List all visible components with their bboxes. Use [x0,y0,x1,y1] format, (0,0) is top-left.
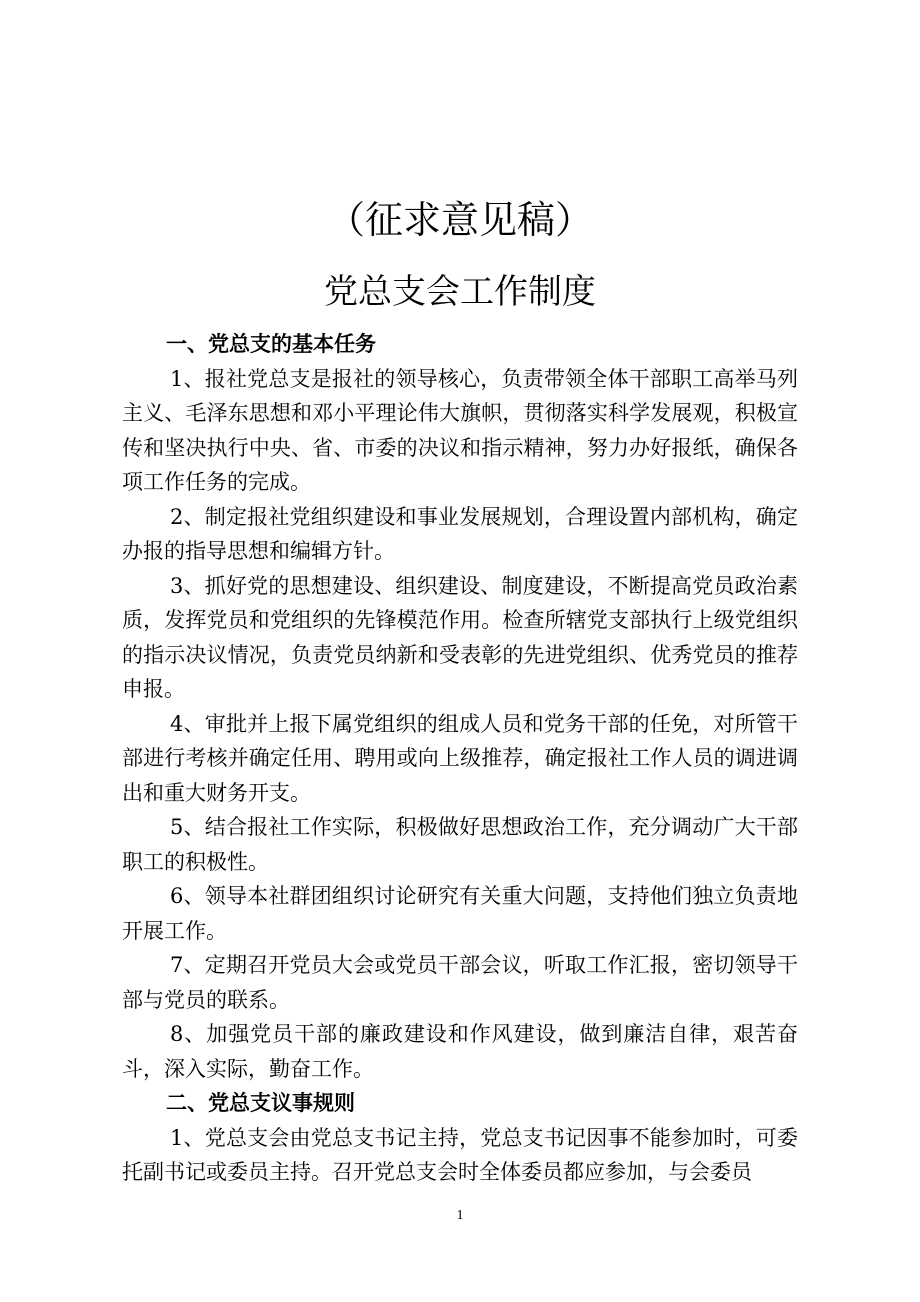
paragraph-task-2: 2、制定报社党组织建设和事业发展规划，合理设置内部机构，确定办报的指导思想和编辑方针。 [122,504,798,563]
page-number: 1 [456,1208,464,1223]
paragraph-rule-1: 1、党总支会由党总支书记主持，党总支书记因事不能参加时，可委托副书记或委员主持。召开党总支会时全体委员都应参加，与会委员 [122,1125,798,1184]
paragraph-task-3: 3、抓好党的思想建设、组织建设、制度建设，不断提高党员政治素质，发挥党员和党组织的先锋模范作用。检查所辖党支部执行上级党组织的指示决议情况，负责党员纳新和受表彰的先进党组织、优秀党员的推荐申报。 [122,573,798,701]
paragraph-task-8: 8、加强党员干部的廉政建设和作风建设，做到廉洁自律，艰苦奋斗，深入实际，勤奋工作。 [122,1022,798,1081]
paragraph-task-5: 5、结合报社工作实际，积极做好思想政治工作，充分调动广大干部职工的积极性。 [122,815,798,874]
paragraph-task-4: 4、审批并上报下属党组织的组成人员和党务干部的任免，对所管干部进行考核并确定任用、聘用或向上级推荐，确定报社工作人员的调进调出和重大财务开支。 [122,711,798,805]
section-heading-meeting-rules: 二、党总支议事规则 [166,1090,355,1115]
document-body [122,327,798,1190]
section-heading-basic-tasks: 一、党总支的基本任务 [166,331,376,356]
document-title: 党总支会工作制度 [324,272,596,312]
paragraph-task-6: 6、领导本社群团组织讨论研究有关重大问题，支持他们独立负责地开展工作。 [122,884,798,943]
paragraph-task-1: 1、报社党总支是报社的领导核心，负责带领全体干部职工高举马列主义、毛泽东思想和邓小平理论伟大旗帜，贯彻落实科学发展观，积极宣传和坚决执行中央、省、市委的决议和指示精神，努力办好报纸，确保各项工作任务的完成。 [122,366,798,494]
document-subtitle: （征求意见稿） [326,198,593,242]
paragraph-task-7: 7、定期召开党员大会或党员干部会议，听取工作汇报，密切领导干部与党员的联系。 [122,953,798,1012]
